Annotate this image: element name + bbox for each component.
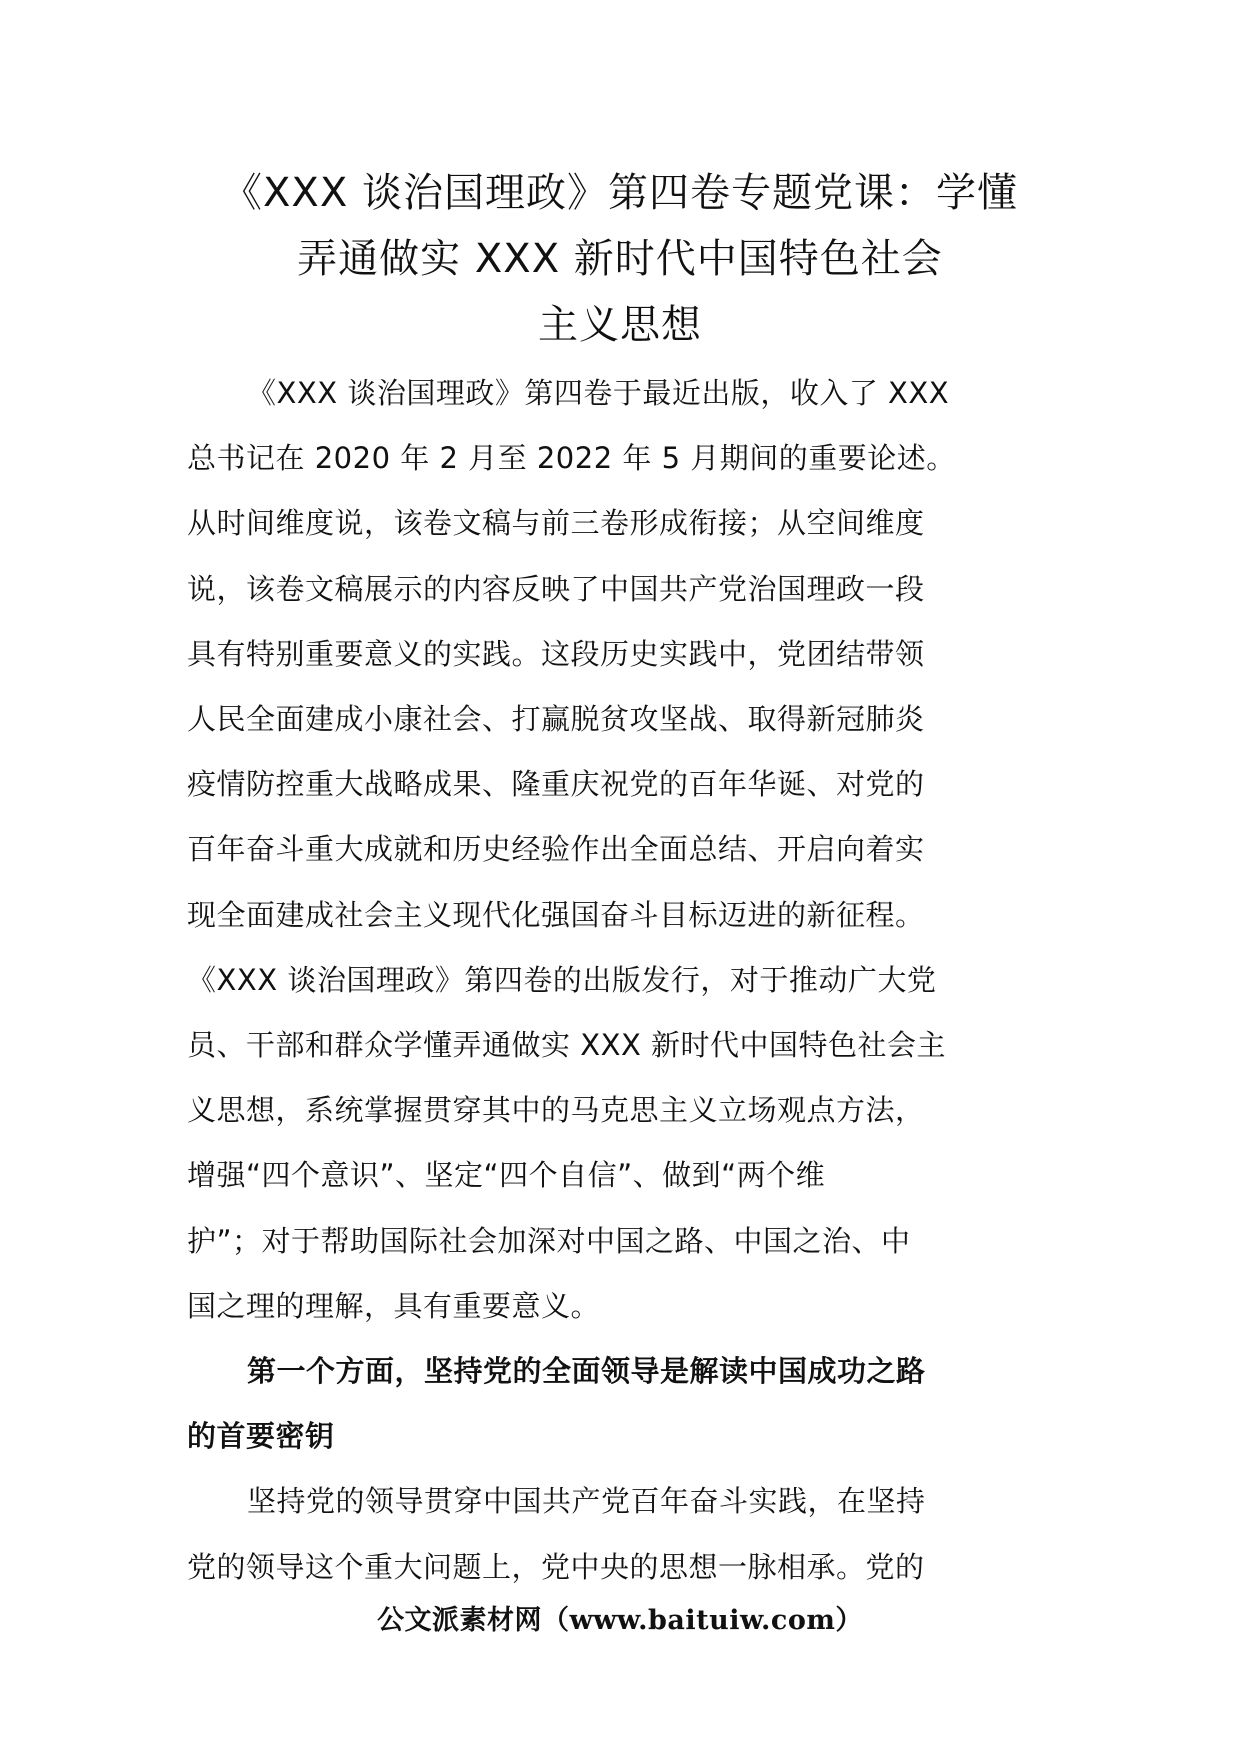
text-line: 百年奋斗重大成就和历史经验作出全面总结、开启向着实	[187, 832, 925, 867]
text-line: 《XXX 谈治国理政》第四卷于最近出版，收入了 XXX	[247, 376, 950, 410]
page-footer: 公文派素材网（www.baituiw.com）	[377, 1605, 863, 1636]
text-line: 人民全面建成小康社会、打赢脱贫攻坚战、取得新冠肺炎	[187, 702, 925, 737]
text-line: 党的领导这个重大问题上，党中央的思想一脉相承。党的	[187, 1549, 925, 1584]
text-line: 疫情防控重大战略成果、隆重庆祝党的百年华诞、对党的	[187, 767, 925, 802]
text-line: 具有特别重要意义的实践。这段历史实践中，党团结带领	[187, 636, 925, 671]
text-line: 总书记在 2020 年 2 月至 2022 年 5 月期间的重要论述。	[187, 441, 956, 476]
text-line: 《XXX 谈治国理政》第四卷的出版发行，对于推动广大党	[187, 962, 937, 997]
text-line: 员、干部和群众学懂弄通做实 XXX 新时代中国特色社会主	[187, 1028, 947, 1063]
text-line: 的首要密钥	[187, 1419, 335, 1454]
paragraph-body	[187, 1469, 1053, 1599]
text-line: 国之理的理解，具有重要意义。	[187, 1288, 601, 1323]
text-line: 说，该卷文稿展示的内容反映了中国共产党治国理政一段	[187, 571, 925, 606]
text-line: 坚持党的领导贯穿中国共产党百年奋斗实践，在坚持	[247, 1484, 926, 1519]
text-line: 从时间维度说，该卷文稿与前三卷形成衔接；从空间维度	[187, 506, 925, 541]
text-line: 护”；对于帮助国际社会加深对中国之路、中国之治、中	[187, 1223, 911, 1258]
document-body	[187, 361, 1053, 1600]
document-title	[150, 160, 1090, 358]
paragraph-intro	[187, 361, 1053, 1339]
title-line: 《XXX 谈治国理政》第四卷专题党课：学懂	[222, 170, 1018, 216]
text-line: 增强“四个意识”、坚定“四个自信”、做到“两个维	[187, 1158, 826, 1193]
text-line: 现全面建成社会主义现代化强国奋斗目标迈进的新征程。	[187, 897, 925, 932]
title-line: 主义思想	[538, 302, 702, 348]
text-line: 第一个方面，坚持党的全面领导是解读中国成功之路	[247, 1354, 926, 1389]
text-line: 义思想，系统掌握贯穿其中的马克思主义立场观点方法，	[187, 1093, 925, 1128]
section-heading	[187, 1339, 1053, 1469]
title-line: 弄通做实 XXX 新时代中国特色社会	[297, 236, 943, 282]
